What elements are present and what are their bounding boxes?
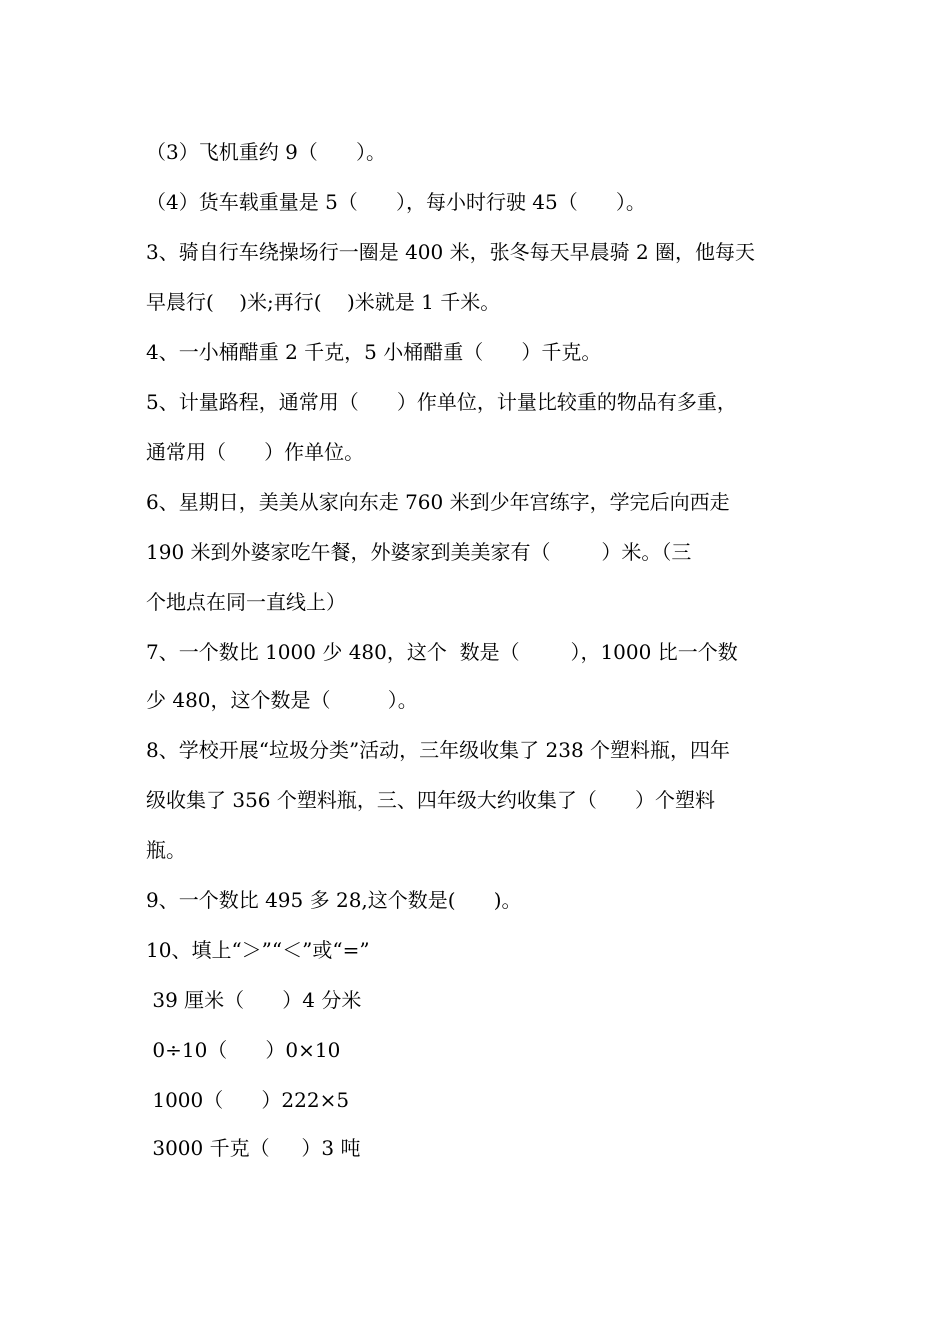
question-10-item-1: 39 厘米（ ）4 分米 [146, 988, 362, 1012]
question-6-line-1: 6、星期日，美美从家向东走 760 米到少年宫练字，学完后向西走 [146, 490, 730, 514]
question-3-sub-3: （3）飞机重约 9（ ）。 [146, 140, 386, 164]
question-7-line-2: 少 480，这个数是（ ）。 [146, 688, 418, 712]
question-6-line-2: 190 米到外婆家吃午餐，外婆家到美美家有（ ）米。（三 [146, 540, 692, 564]
question-7-line-1: 7、一个数比 1000 少 480，这个 数是（ ），1000 比一个数 [146, 640, 738, 664]
question-8-line-1: 8、学校开展“垃圾分类”活动，三年级收集了 238 个塑料瓶，四年 [146, 738, 731, 762]
question-10-item-3: 1000（ ）222×5 [146, 1088, 350, 1112]
question-3-line-2: 早晨行( )米;再行( )米就是 1 千米。 [146, 290, 501, 314]
question-10-item-2: 0÷10（ ）0×10 [146, 1038, 341, 1062]
question-5-line-1: 5、计量路程，通常用（ ）作单位，计量比较重的物品有多重， [146, 390, 737, 414]
question-8-line-2: 级收集了 356 个塑料瓶，三、四年级大约收集了（ ）个塑料 [146, 788, 716, 812]
question-10-heading: 10、填上“＞”“＜”或“=” [146, 938, 370, 962]
question-3-line-1: 3、骑自行车绕操场行一圈是 400 米，张冬每天早晨骑 2 圈，他每天 [146, 240, 756, 264]
question-4: 4、一小桶醋重 2 千克，5 小桶醋重（ ）千克。 [146, 340, 602, 364]
question-9: 9、一个数比 495 多 28,这个数是( )。 [146, 888, 522, 912]
question-8-line-3: 瓶。 [146, 838, 186, 862]
question-10-item-4: 3000 千克（ ）3 吨 [146, 1136, 361, 1160]
question-5-line-2: 通常用（ ）作单位。 [146, 440, 365, 464]
question-6-line-3: 个地点在同一直线上） [146, 590, 346, 614]
question-3-sub-4: （4）货车载重量是 5（ ），每小时行驶 45（ ）。 [146, 190, 646, 214]
